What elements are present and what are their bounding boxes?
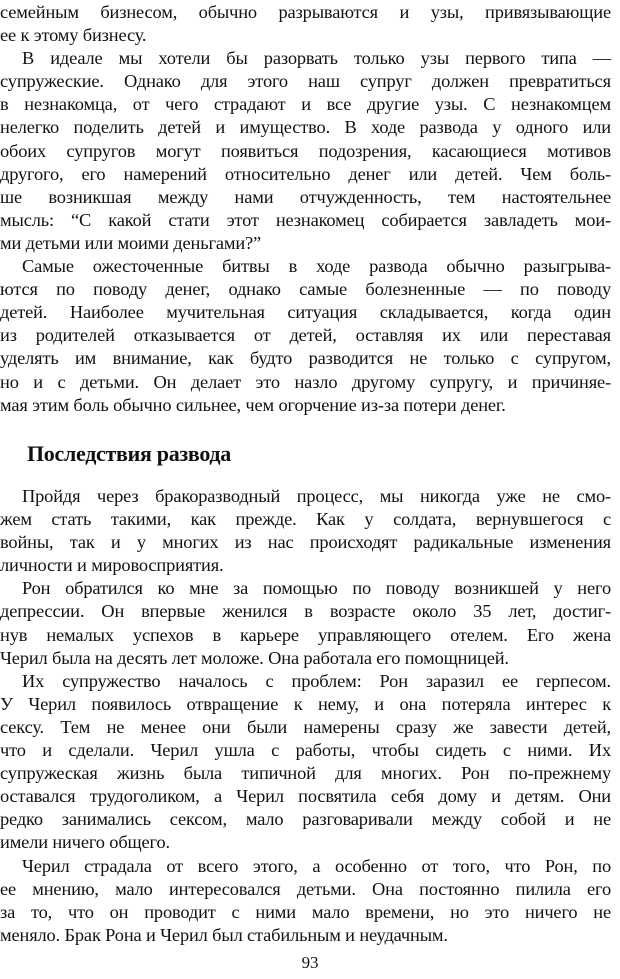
text-line: личности и мировосприятия. [0, 555, 224, 576]
text-line: нелегко поделить детей и имущество. В ходе развода у одного или [0, 117, 611, 138]
text-line: уделять им внимание, как будто разводится не только с супругом, [0, 348, 611, 369]
text-line: семейным бизнесом, обычно разрываются и узы, привязывающие [0, 2, 611, 22]
text-line: сексу. Тем не менее они были намерены сразу же завести детей, [0, 716, 611, 737]
bottom-text-block [0, 485, 611, 947]
top-text-block [0, 1, 611, 417]
text-line: ее мнению, мало интересовался детьми. Она постоянно пилила его [0, 878, 611, 899]
text-line: войны, так и у многих из нас происходят радикальные изменения [0, 532, 611, 553]
text-line: мая этим боль обычно сильнее, чем огорчение из-за потери денег. [0, 394, 506, 415]
text-line: в незнакомца, от чего страдают и все другие узы. С незнакомцем [0, 94, 611, 115]
text-line: Их супружество началось с проблем: Рон заразил ее герпесом. [22, 670, 611, 691]
text-line: супружеская жизнь была типичной для многих. Рон по-прежнему [0, 763, 611, 784]
text-line: нув немалых успехов в карьере управляющего отелем. Его жена [0, 624, 611, 645]
text-line: супружеские. Однако для этого наш супруг должен превратиться [0, 71, 611, 92]
text-line: депрессии. Он впервые женился в возрасте около 35 лет, достиг- [0, 601, 611, 622]
text-line: Черил была на десять лет моложе. Она работала его помощницей. [0, 647, 509, 668]
text-line: редко занимались сексом, мало разговаривали между собой и не [0, 809, 611, 830]
text-line: ми детьми или моими деньгами?” [0, 232, 262, 253]
text-line: Рон обратился ко мне за помощью по поводу возникшей у него [22, 578, 611, 599]
text-line: другого, его намерений относительно денег или детей. Чем боль- [0, 163, 611, 184]
text-line: ее к этому бизнесу. [0, 25, 147, 46]
text-line: В идеале мы хотели бы разорвать только узы первого типа — [22, 48, 611, 69]
text-line: обоих супругов могут появиться подозрения, касающиеся мотивов [0, 140, 611, 161]
text-line: детей. Наиболее мучительная ситуация складывается, когда один [0, 302, 611, 323]
text-line: жем стать такими, как прежде. Как у солдата, вернувшегося с [0, 509, 611, 530]
paragraph [0, 577, 611, 669]
text-line: имели ничего общего. [0, 832, 170, 853]
paragraph [0, 255, 611, 417]
page-number: 93 [301, 953, 319, 972]
text-line: Черил страдала от всего этого, а особенно от того, что Рон, по [22, 855, 611, 876]
text-line: меняло. Брак Рона и Черил был стабильным и неудачным. [0, 924, 448, 945]
text-line: что и сделали. Черил ушла с работы, чтобы сидеть с ними. Их [0, 740, 611, 761]
section-heading: Последствия развода [27, 441, 231, 466]
text-line: ются по поводу денег, однако самые болезненные — по поводу [0, 279, 611, 300]
paragraph [0, 47, 611, 255]
text-line: Пройдя через бракоразводный процесс, мы никогда уже не смо- [22, 486, 611, 506]
paragraph [0, 1, 611, 47]
text-line: из родителей отказывается от детей, оставляя их или переставая [0, 325, 611, 346]
text-line: Самые ожесточенные битвы в ходе развода обычно разыгрыва- [22, 256, 611, 277]
paragraph [0, 855, 611, 947]
text-line: за то, что он проводит с ними мало времени, но это ничего не [0, 901, 611, 922]
text-line: ше возникшая между нами отчужденность, тем настоятельнее [0, 186, 611, 207]
text-line: но и с детьми. Он делает это назло другому супругу, и причиняе- [0, 371, 611, 392]
paragraph [0, 670, 611, 855]
text-line: мысль: “С какой стати этот незнакомец собирается завладеть мои- [0, 209, 611, 230]
text-line: У Черил появилось отвращение к нему, и она потеряла интерес к [0, 693, 611, 714]
paragraph [0, 485, 611, 577]
text-line: оставался трудоголиком, а Черил посвятила себя дому и детям. Они [0, 786, 611, 807]
